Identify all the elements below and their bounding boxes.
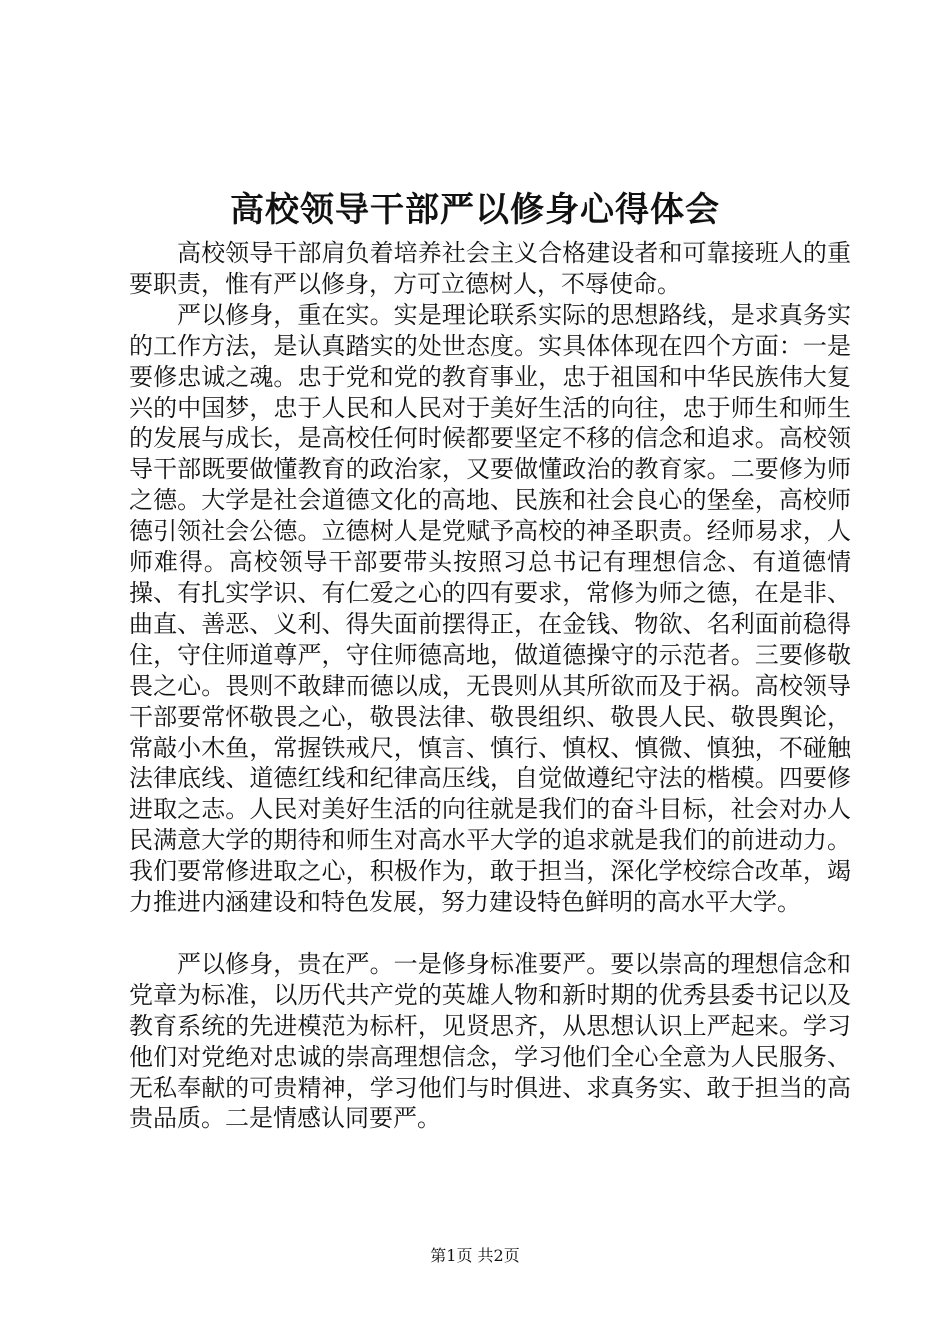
paragraph-yan: 严以修身，贵在严。一是修身标准要严。要以崇高的理想信念和党章为标准，以历代共产党的英雄人物和新时期的优秀县委书记以及教育系统的先进模范为标杆，见贤思齐，从思想认识上严起来。学习他们对党绝对忠诚的崇高理想信念，学习他们全心全意为人民服务、无私奉献的可贵精神，学习他们与时俱进、求真务实、敢于担当的高贵品质。二是情感认同要严。 [129,949,851,1133]
paragraph-intro: 高校领导干部肩负着培养社会主义合格建设者和可靠接班人的重要职责，惟有严以修身，方可立德树人，不辱使命。 [129,239,851,298]
document-body [129,238,851,1134]
page-title: 高校领导干部严以修身心得体会 [230,190,720,230]
paragraph-shi: 严以修身，重在实。实是理论联系实际的思想路线，是求真务实的工作方法，是认真踏实的处世态度。实具体体现在四个方面：一是要修忠诚之魂。忠于党和党的教育事业，忠于祖国和中华民族伟大复兴的中国梦，忠于人民和人民对于美好生活的向往，忠于师生和师生的发展与成长，是高校任何时候都要坚定不移的信念和追求。高校领导干部既要做懂教育的政治家，又要做懂政治的教育家。二要修为师之德。大学是社会道德文化的高地、民族和社会良心的堡垒，高校师德引领社会公德。立德树人是党赋予高校的神圣职责。经师易求，人师难得。高校领导干部要带头按照习总书记有理想信念、有道德情操、有扎实学识、有仁爱之心的四有要求，常修为师之德，在是非、曲直、善恶、义利、得失面前摆得正，在金钱、物欲、名利面前稳得住，守住师道尊严，守住师德高地，做道德操守的示范者。三要修敬畏之心。畏则不敢肆而德以成，无畏则从其所欲而及于祸。高校领导干部要常怀敬畏之心，敬畏法律、敬畏组织、敬畏人民、敬畏舆论，常敲小木鱼，常握铁戒尺，慎言、慎行、慎权、慎微、慎独，不碰触法律底线、道德红线和纪律高压线，自觉做遵纪守法的楷模。四要修进取之志。人民对美好生活的向往就是我们的奋斗目标，社会对办人民满意大学的期待和师生对高水平大学的追求就是我们的前进动力。我们要常修进取之心，积极作为，敢于担当，深化学校综合改革，竭力推进内涵建设和特色发展，努力建设特色鲜明的高水平大学。 [129,300,851,917]
page-number: 第1页 共2页 [430,1246,520,1265]
